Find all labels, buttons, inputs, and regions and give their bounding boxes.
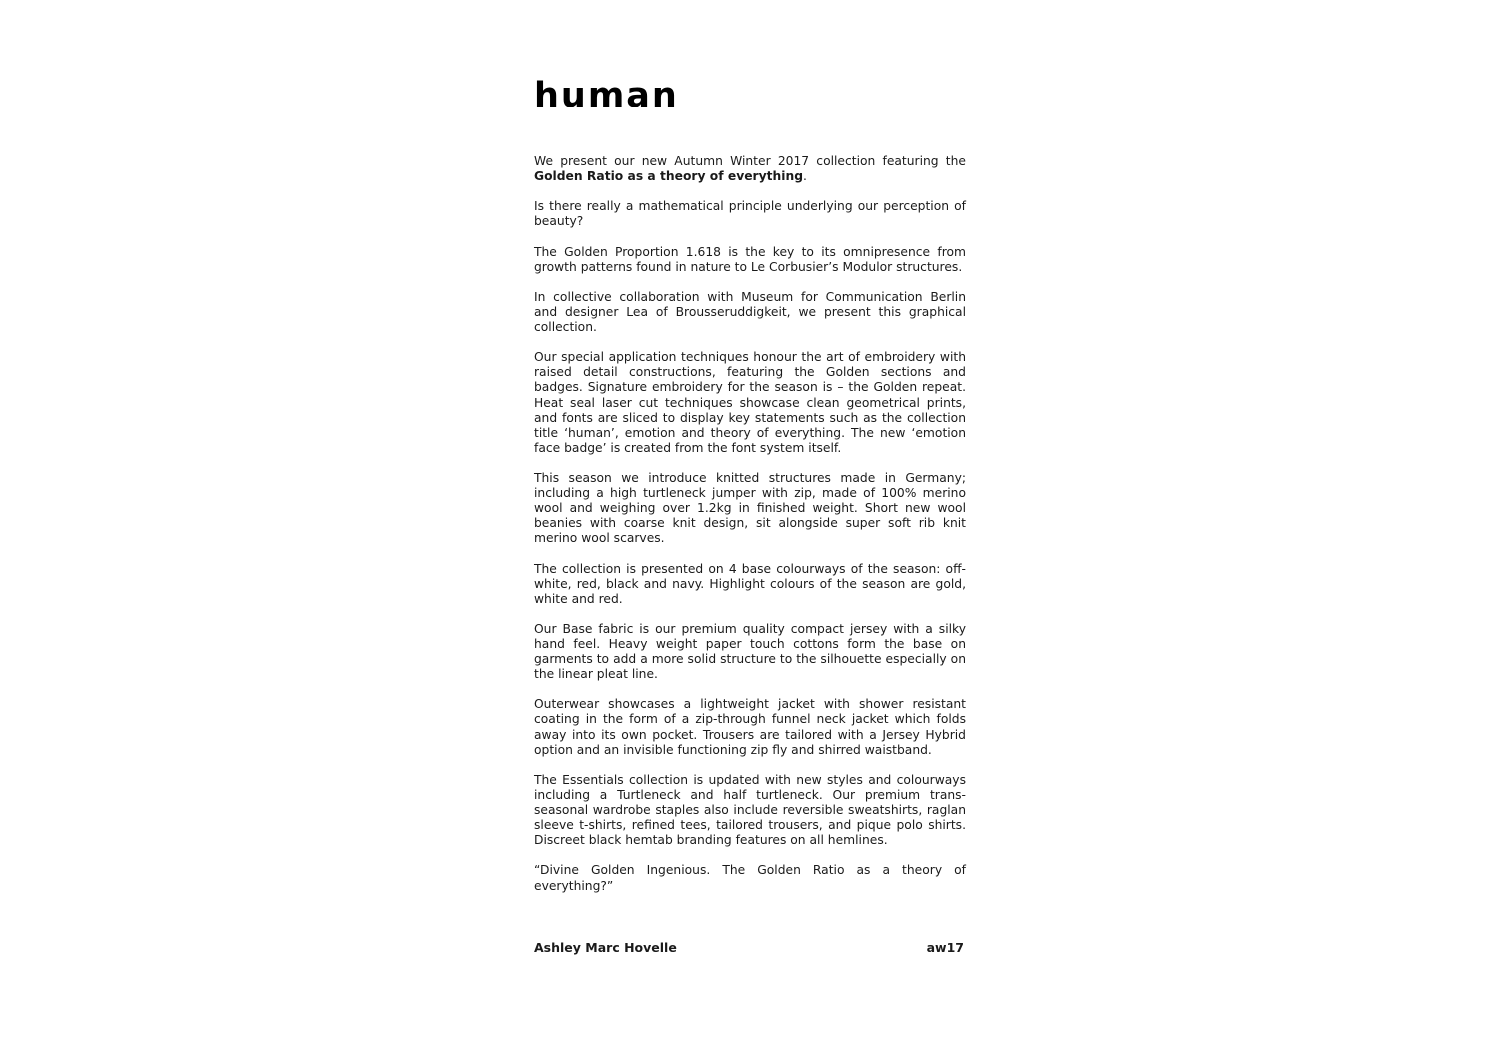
body-text	[534, 154, 966, 909]
paragraph-outerwear: Outerwear showcases a lightweight jacket with shower resistant coating in the form of a zip-through funnel neck jacket which folds away into its own pocket. Trousers are tailored with a Jersey Hybrid option and an invisible functioning zip fly and shirred waistband.	[534, 697, 966, 757]
intro-bold-text: Golden Ratio as a theory of everything	[534, 169, 804, 184]
paragraph-beauty: Is there really a mathematical principle underlying our perception of beauty?	[534, 199, 966, 229]
paragraph-fabric: Our Base fabric is our premium quality compact jersey with a silky hand feel. Heavy weight paper touch cottons form the base on garments to add a more solid structure to the silhouette especially on the linear pleat line.	[534, 621, 966, 682]
intro-text: We present our new Autumn Winter 2017 collection featuring the	[534, 154, 966, 168]
paragraph-knitted: This season we introduce knitted structures made in Germany; including a high turtleneck jumper with zip, made of 100% merino wool and weighing over 1.2kg in finished weight. Short new wool beanies with coarse knit design, sit alongside super soft rib knit merino wool scarves.	[534, 470, 966, 546]
human-logo: human	[534, 76, 679, 107]
paragraph-colourways: The collection is presented on 4 base colourways of the season: off-white, red, black and navy. Highlight colours of the season are gold, white and red.	[534, 561, 966, 606]
paragraph-golden-proportion: The Golden Proportion 1.618 is the key to its omnipresence from growth patterns found in nature to Le Corbusier’s Modulor structures.	[534, 244, 966, 274]
intro-text-end: .	[803, 169, 807, 184]
intro-paragraph	[534, 154, 966, 184]
paragraph-essentials: The Essentials collection is updated with new styles and colourways including a Turtleneck and half turtleneck. Our premium trans-seasonal wardrobe staples also include reversible sweatshirts, raglan sleeve t-shirts, refined tees, tailored trousers, and pique polo shirts. Discreet black hemtab branding features on all hemlines.	[534, 772, 966, 848]
paragraph-collaboration: In collective collaboration with Museum for Communication Berlin and designer Lea of Brousseruddigkeit, we present this graphical collection.	[534, 289, 966, 335]
season-code: aw17	[926, 940, 964, 955]
author-name: Ashley Marc Hovelle	[534, 940, 677, 955]
footer	[534, 940, 966, 956]
paragraph-embroidery: Our special application techniques honour the art of embroidery with raised detail constructions, featuring the Golden sections and badges. Signature embroidery for the season is – the Golden repeat. Heat seal laser cut techniques showcase clean geometrical prints, and fonts are sliced to display key statements such as the collection title ‘human’, emotion and theory of everything. The new ‘emotion face badge’ is created from the font system itself.	[534, 350, 966, 455]
paragraph-quote: “Divine Golden Ingenious. The Golden Ratio as a theory of everything?”	[534, 863, 966, 893]
